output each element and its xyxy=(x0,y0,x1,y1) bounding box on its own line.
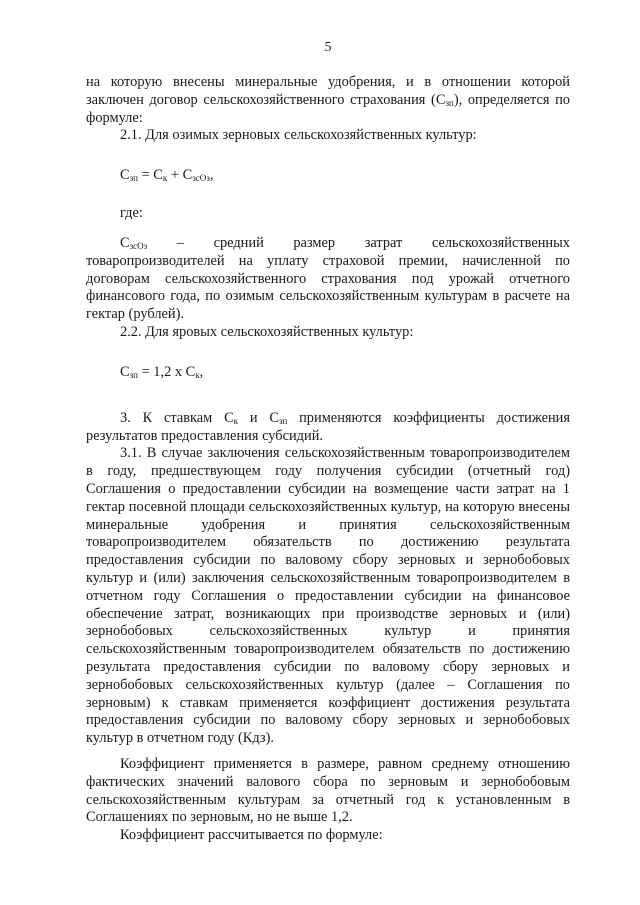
item-2-1: 2.1. Для озимых зерновых сельскохозяйственных культур: xyxy=(120,127,477,144)
intro-text: на которую внесены минеральные удобрения, и в отношении которой заключен договор сельскохозяйственного страхования (С xyxy=(86,74,570,108)
intro-sub: зп xyxy=(445,97,454,108)
definition-text: – средний размер затрат сельскохозяйственных товаропроизводителей на уплату страховой премии, начисленной по договорам сельскохозяйственного страхования под урожай отчетного финансового года, по озимым сельскохозяйственным культурам в расчете на гектар (рублей). xyxy=(86,234,570,323)
coefficient-paragraph: Коэффициент применяется в размере, равном среднему отношению фактических значений валового сбора по зерновым и зернобобовым сельскохозяйственным культурам за отчетный год к установленным в Соглашениях по зерновым, но не выше 1,2. xyxy=(86,755,570,826)
item-3-1: 3.1. В случае заключения сельскохозяйственным товаропроизводителем в году, предшествующем году получения субсидии (отчетный год) Соглашения о предоставлении субсидии на возмещение части затрат на 1 гектар посевной площади сельскохозяйственных культур, на которую внесены минеральные удобрения и принятия сельскохозяйственным товаропроизводителем обязательств по достижению результата предоставления субсидии по валовому сбору зерновых и зернобобовых культур и (или) заключения сельскохозяйственным товаропроизводителем в отчетном году Соглашения о предоставлении субсидии на финансовое обеспечение затрат, возникающих при производстве зерновых и (или) зернобобовых сельскохозяйственных культур и принятия сельскохозяйственным товаропроизводителем обязательств по достижению результата предоставления субсидии по валовому сбору зерновых и зернобобовых сельскохозяйственных культур (далее – Соглашения по зерновым) к ставкам применяется коэффициент достижения результата предоставления субсидии по валовому сбору зерновых и зернобобовых культур в отчетном году (Кдз). xyxy=(86,445,570,747)
coefficient-formula-intro: Коэффициент рассчитывается по формуле: xyxy=(120,827,383,844)
item-2-2: 2.2. Для яровых сельскохозяйственных культур: xyxy=(120,323,414,340)
intro-paragraph xyxy=(86,74,570,127)
formula-spring: $С_{зп} = 1,2$ х $С_к$, xyxy=(120,363,204,380)
item-3: 3. К ставкам $С_к$ и $С_{зп}$ применяются коэффициенты достижения результатов предоставления субсидий. xyxy=(86,409,570,444)
formula-winter: $С_{зп} = С_к + С_{зсОз}$, xyxy=(120,167,214,184)
definition-paragraph: $С_{зсОз}$ – средний размер затрат сельскохозяйственных товаропроизводителей на уплату страховой премии, начисленной по договорам сельскохозяйственного страхования под урожай отчетного финансового года, по озимым сельскохозяйственным культурам в расчете на гектар (рублей). xyxy=(86,234,570,323)
where-label: где: xyxy=(120,205,143,222)
page-number: 5 xyxy=(324,40,332,55)
definition-variable: С xyxy=(120,234,130,251)
intro-text-end: ), определяется по формуле: xyxy=(86,91,571,126)
